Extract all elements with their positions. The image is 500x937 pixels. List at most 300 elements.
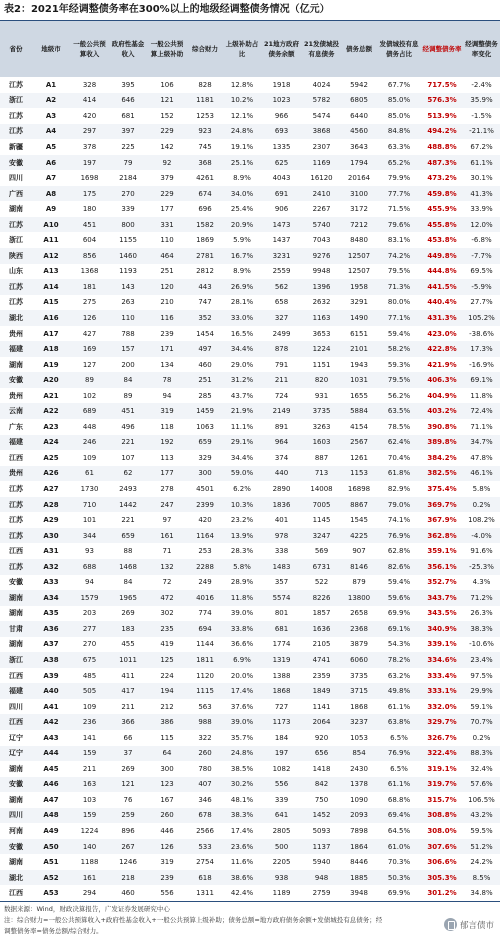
- table-cell: 451: [109, 403, 147, 419]
- table-cell: 1388: [261, 668, 302, 684]
- table-cell: 218: [109, 870, 147, 886]
- table-row: [0, 668, 500, 684]
- table-cell: 618: [187, 870, 223, 886]
- table-cell: 693: [261, 124, 302, 140]
- table-cell: 878: [261, 341, 302, 357]
- table-cell: 79.5%: [377, 372, 421, 388]
- table-cell: 339: [261, 792, 302, 808]
- city-cell: A7: [32, 170, 70, 186]
- table-cell: 407: [187, 777, 223, 793]
- table-cell: 23.4%: [463, 652, 500, 668]
- table-cell: 1811: [187, 652, 223, 668]
- table-cell: 24.8%: [223, 124, 261, 140]
- table-cell: 37: [109, 746, 147, 762]
- table-cell: 4560: [341, 124, 377, 140]
- table-cell: 12.0%: [463, 217, 500, 233]
- table-row: [0, 730, 500, 746]
- table-row: [0, 124, 500, 140]
- table-cell: 263: [109, 295, 147, 311]
- table-cell: 31.2%: [223, 372, 261, 388]
- table-cell: 20.0%: [223, 668, 261, 684]
- province-cell: 湖南: [0, 606, 32, 622]
- table-cell: 1253: [187, 108, 223, 124]
- table-cell: 2812: [187, 264, 223, 280]
- table-cell: 6151: [341, 326, 377, 342]
- table-cell: 694: [187, 621, 223, 637]
- table-cell: 141: [70, 730, 109, 746]
- table-cell: 4024: [302, 77, 341, 93]
- table-cell: 1063: [187, 419, 223, 435]
- table-cell: 125: [147, 652, 187, 668]
- table-cell: 329: [187, 450, 223, 466]
- province-cell: 浙江: [0, 93, 32, 109]
- province-cell: 湖南: [0, 854, 32, 870]
- table-cell: 221: [109, 435, 147, 451]
- table-cell: 34.4%: [223, 341, 261, 357]
- city-cell: A30: [32, 528, 70, 544]
- city-cell: A13: [32, 264, 70, 280]
- table-cell: 710: [70, 497, 109, 513]
- table-cell: 270: [109, 186, 147, 202]
- adjusted-debt-ratio-cell: 423.0%: [421, 326, 463, 342]
- table-cell: 1115: [187, 683, 223, 699]
- table-cell: 1579: [70, 590, 109, 606]
- table-cell: 192: [147, 435, 187, 451]
- table-row: [0, 621, 500, 637]
- adjusted-debt-ratio-cell: 305.3%: [421, 870, 463, 886]
- table-cell: 675: [70, 652, 109, 668]
- table-cell: 328: [70, 77, 109, 93]
- city-cell: A9: [32, 201, 70, 217]
- table-cell: 820: [302, 372, 341, 388]
- table-cell: 33.0%: [223, 310, 261, 326]
- table-cell: 66: [109, 730, 147, 746]
- table-cell: 604: [70, 232, 109, 248]
- table-cell: 29.0%: [223, 357, 261, 373]
- adjusted-debt-ratio-cell: 513.9%: [421, 108, 463, 124]
- table-cell: 69.9%: [377, 606, 421, 622]
- footer: [0, 901, 500, 937]
- table-cell: 1943: [341, 357, 377, 373]
- table-cell: 59.5%: [463, 823, 500, 839]
- table-cell: 89: [70, 372, 109, 388]
- table-cell: 788: [109, 326, 147, 342]
- table-row: [0, 699, 500, 715]
- table-cell: 696: [187, 201, 223, 217]
- city-cell: A27: [32, 481, 70, 497]
- table-cell: 278: [147, 481, 187, 497]
- city-cell: A41: [32, 699, 70, 715]
- table-row: [0, 201, 500, 217]
- table-title: 表2：2021年经调整债务率在300%以上的地级经调整债务情况（亿元）: [0, 0, 500, 21]
- table-cell: 8.9%: [223, 264, 261, 280]
- table-cell: 78.5%: [377, 419, 421, 435]
- table-cell: 1151: [302, 357, 341, 373]
- table-cell: 78.2%: [377, 652, 421, 668]
- table-cell: 246: [70, 435, 109, 451]
- table-cell: 7005: [302, 497, 341, 513]
- table-cell: 2267: [302, 201, 341, 217]
- table-row: [0, 590, 500, 606]
- city-cell: A2: [32, 93, 70, 109]
- table-cell: 3868: [302, 124, 341, 140]
- table-cell: 417: [109, 683, 147, 699]
- province-cell: 河南: [0, 823, 32, 839]
- table-cell: 19.1%: [223, 139, 261, 155]
- table-cell: 12507: [341, 248, 377, 264]
- table-cell: 1958: [341, 279, 377, 295]
- city-cell: A38: [32, 652, 70, 668]
- table-cell: 1311: [187, 885, 223, 901]
- table-row: [0, 372, 500, 388]
- table-cell: 161: [70, 870, 109, 886]
- adjusted-debt-ratio-cell: 717.5%: [421, 77, 463, 93]
- table-cell: 446: [147, 823, 187, 839]
- table-cell: 2410: [302, 186, 341, 202]
- table-cell: 411: [109, 668, 147, 684]
- table-cell: 97.5%: [463, 668, 500, 684]
- adjusted-debt-ratio-cell: 329.7%: [421, 714, 463, 730]
- table-cell: 1868: [341, 699, 377, 715]
- table-row: [0, 77, 500, 93]
- province-cell: 新疆: [0, 139, 32, 155]
- table-cell: 366: [109, 714, 147, 730]
- city-cell: A47: [32, 792, 70, 808]
- table-cell: 225: [109, 139, 147, 155]
- table-cell: 83.1%: [377, 232, 421, 248]
- table-cell: 4016: [187, 590, 223, 606]
- table-cell: 180: [70, 201, 109, 217]
- province-cell: 甘肃: [0, 621, 32, 637]
- table-cell: 3172: [341, 201, 377, 217]
- table-row: [0, 497, 500, 513]
- table-cell: 302: [147, 606, 187, 622]
- header-row: [0, 21, 500, 77]
- table-cell: 1698: [70, 170, 109, 186]
- table-cell: 1490: [341, 310, 377, 326]
- column-header: 21发债城投有息债务: [302, 21, 341, 77]
- table-cell: 327: [261, 310, 302, 326]
- table-cell: 801: [261, 606, 302, 622]
- table-row: [0, 777, 500, 793]
- table-cell: 79.5%: [377, 264, 421, 280]
- province-cell: 江西: [0, 885, 32, 901]
- table-cell: 38.3%: [223, 808, 261, 824]
- table-cell: 656: [302, 746, 341, 762]
- table-cell: 26.9%: [223, 279, 261, 295]
- table-cell: 29.9%: [463, 683, 500, 699]
- table-cell: 253: [187, 543, 223, 559]
- province-cell: 江苏: [0, 497, 32, 513]
- table-cell: 4043: [261, 170, 302, 186]
- city-cell: A46: [32, 777, 70, 793]
- table-cell: 109: [70, 450, 109, 466]
- table-row: [0, 543, 500, 559]
- table-row: [0, 248, 500, 264]
- table-row: [0, 435, 500, 451]
- table-cell: 1396: [302, 279, 341, 295]
- city-cell: A48: [32, 808, 70, 824]
- column-header: 一般公共预算上级补助: [147, 21, 187, 77]
- table-cell: 140: [70, 839, 109, 855]
- table-cell: 472: [147, 590, 187, 606]
- table-cell: 251: [187, 372, 223, 388]
- table-cell: 319: [147, 854, 187, 870]
- table-cell: 747: [187, 295, 223, 311]
- table-cell: 85.0%: [377, 108, 421, 124]
- table-cell: 239: [147, 870, 187, 886]
- source-note: 数据来源：Wind，财政决算报告，广发证券发展研究中心: [4, 904, 170, 913]
- table-cell: 67.7%: [377, 77, 421, 93]
- city-cell: A35: [32, 606, 70, 622]
- table-cell: 30.2%: [223, 777, 261, 793]
- table-row: [0, 341, 500, 357]
- table-cell: 123: [147, 777, 187, 793]
- adjusted-debt-ratio-cell: 301.2%: [421, 885, 463, 901]
- table-cell: 211: [261, 372, 302, 388]
- adjusted-debt-ratio-cell: 390.8%: [421, 419, 463, 435]
- table-cell: 63.8%: [377, 714, 421, 730]
- table-cell: 46.1%: [463, 466, 500, 482]
- table-cell: 61: [70, 466, 109, 482]
- table-cell: 659: [109, 528, 147, 544]
- table-cell: 3879: [341, 637, 377, 653]
- table-cell: 401: [261, 512, 302, 528]
- city-cell: A23: [32, 419, 70, 435]
- table-cell: 82.9%: [377, 481, 421, 497]
- table-cell: 50.3%: [377, 870, 421, 886]
- table-cell: 8867: [341, 497, 377, 513]
- table-row: [0, 170, 500, 186]
- table-row: [0, 683, 500, 699]
- table-cell: 28.1%: [223, 295, 261, 311]
- table-cell: 1335: [261, 139, 302, 155]
- table-cell: 63.5%: [377, 403, 421, 419]
- table-cell: 681: [109, 108, 147, 124]
- table-cell: 93: [70, 543, 109, 559]
- province-cell: 浙江: [0, 232, 32, 248]
- province-cell: 福建: [0, 683, 32, 699]
- table-cell: 3735: [341, 668, 377, 684]
- table-cell: 920: [302, 730, 341, 746]
- table-cell: 275: [70, 295, 109, 311]
- table-cell: 464: [147, 248, 187, 264]
- table-cell: 167: [147, 792, 187, 808]
- table-cell: 1082: [261, 761, 302, 777]
- adjusted-debt-ratio-cell: 389.8%: [421, 435, 463, 451]
- province-cell: 江西: [0, 450, 32, 466]
- column-header: 21地方政府债务余额: [261, 21, 302, 77]
- table-cell: 13800: [341, 590, 377, 606]
- table-row: [0, 481, 500, 497]
- adjusted-debt-ratio-cell: 421.9%: [421, 357, 463, 373]
- table-cell: 106: [147, 77, 187, 93]
- table-cell: 1442: [109, 497, 147, 513]
- table-cell: 331: [147, 217, 187, 233]
- table-cell: 59.4%: [377, 575, 421, 591]
- table-row: [0, 714, 500, 730]
- city-cell: A51: [32, 854, 70, 870]
- table-cell: -5.9%: [463, 279, 500, 295]
- city-cell: A10: [32, 217, 70, 233]
- province-cell: 贵州: [0, 326, 32, 342]
- table-cell: -21.1%: [463, 124, 500, 140]
- table-cell: 842: [302, 777, 341, 793]
- table-cell: 13.9%: [223, 528, 261, 544]
- table-cell: 1468: [109, 559, 147, 575]
- province-cell: 四川: [0, 808, 32, 824]
- province-cell: 广西: [0, 186, 32, 202]
- table-cell: 774: [187, 606, 223, 622]
- table-cell: 121: [147, 93, 187, 109]
- city-cell: A8: [32, 186, 70, 202]
- adjusted-debt-ratio-cell: 308.8%: [421, 808, 463, 824]
- province-cell: 辽宁: [0, 730, 32, 746]
- table-cell: 17.4%: [223, 683, 261, 699]
- table-row: [0, 217, 500, 233]
- table-cell: 183: [109, 621, 147, 637]
- table-row: [0, 637, 500, 653]
- table-row: [0, 186, 500, 202]
- province-cell: 福建: [0, 341, 32, 357]
- province-cell: 安徽: [0, 372, 32, 388]
- table-cell: 236: [70, 714, 109, 730]
- table-cell: 16898: [341, 481, 377, 497]
- table-cell: 12507: [341, 264, 377, 280]
- city-cell: A29: [32, 512, 70, 528]
- city-cell: A31: [32, 543, 70, 559]
- table-cell: 78: [147, 372, 187, 388]
- table-cell: 16.7%: [223, 248, 261, 264]
- province-cell: 江苏: [0, 279, 32, 295]
- table-row: [0, 808, 500, 824]
- table-cell: 1120: [187, 668, 223, 684]
- table-cell: 641: [261, 808, 302, 824]
- table-row: [0, 279, 500, 295]
- table-cell: 522: [302, 575, 341, 591]
- table-cell: 1155: [109, 232, 147, 248]
- table-cell: 11.6%: [223, 854, 261, 870]
- table-cell: 197: [70, 155, 109, 171]
- table-cell: 5093: [302, 823, 341, 839]
- table-cell: 59.4%: [377, 326, 421, 342]
- city-cell: A49: [32, 823, 70, 839]
- adjusted-debt-ratio-cell: 319.7%: [421, 777, 463, 793]
- table-cell: 8.5%: [463, 870, 500, 886]
- table-cell: 791: [261, 357, 302, 373]
- table-cell: 51.2%: [463, 839, 500, 855]
- table-cell: 500: [261, 839, 302, 855]
- table-cell: 249: [187, 575, 223, 591]
- table-cell: 5884: [341, 403, 377, 419]
- table-cell: 780: [187, 761, 223, 777]
- table-cell: 352: [187, 310, 223, 326]
- table-cell: 879: [341, 575, 377, 591]
- table-cell: 36.6%: [223, 637, 261, 653]
- table-cell: 200: [109, 357, 147, 373]
- table-cell: 1053: [341, 730, 377, 746]
- table-cell: 61.0%: [377, 839, 421, 855]
- table-cell: 3231: [261, 248, 302, 264]
- table-cell: 108.2%: [463, 512, 500, 528]
- city-cell: A36: [32, 621, 70, 637]
- table-cell: 109: [70, 699, 109, 715]
- table-cell: 76: [109, 792, 147, 808]
- adjusted-debt-ratio-cell: 406.3%: [421, 372, 463, 388]
- table-row: [0, 232, 500, 248]
- table-cell: 161: [147, 528, 187, 544]
- column-header: 地级市: [32, 21, 70, 77]
- adjusted-debt-ratio-cell: 494.2%: [421, 124, 463, 140]
- table-cell: 127: [70, 357, 109, 373]
- table-cell: 63.3%: [377, 139, 421, 155]
- table-cell: 91.6%: [463, 543, 500, 559]
- table-cell: 224: [147, 668, 187, 684]
- table-cell: 102: [70, 388, 109, 404]
- province-cell: 云南: [0, 403, 32, 419]
- table-cell: 69.9%: [377, 885, 421, 901]
- table-cell: 533: [187, 839, 223, 855]
- table-cell: 1188: [70, 854, 109, 870]
- table-cell: 6.9%: [223, 652, 261, 668]
- table-cell: 397: [109, 124, 147, 140]
- table-cell: 132: [147, 559, 187, 575]
- table-cell: 10.3%: [223, 497, 261, 513]
- table-cell: 2368: [341, 621, 377, 637]
- table-cell: 1869: [187, 232, 223, 248]
- province-cell: 江苏: [0, 124, 32, 140]
- table-cell: 116: [147, 310, 187, 326]
- city-cell: A42: [32, 714, 70, 730]
- table-cell: 17.3%: [463, 341, 500, 357]
- table-row: [0, 108, 500, 124]
- table-cell: 745: [187, 139, 223, 155]
- table-cell: 4741: [302, 652, 341, 668]
- table-cell: 197: [261, 746, 302, 762]
- table-cell: 2430: [341, 761, 377, 777]
- table-cell: 101: [70, 512, 109, 528]
- adjusted-debt-ratio-cell: 322.4%: [421, 746, 463, 762]
- table-cell: 110: [147, 232, 187, 248]
- table-cell: 64: [147, 746, 187, 762]
- adjusted-debt-ratio-cell: 356.1%: [421, 559, 463, 575]
- table-cell: 235: [147, 621, 187, 637]
- table-cell: 5.8%: [223, 559, 261, 575]
- table-cell: 395: [109, 77, 147, 93]
- table-cell: 2101: [341, 341, 377, 357]
- province-cell: 湖北: [0, 310, 32, 326]
- table-cell: 32.4%: [463, 761, 500, 777]
- table-cell: 1452: [302, 808, 341, 824]
- table-cell: 48.1%: [223, 792, 261, 808]
- table-cell: 1169: [302, 155, 341, 171]
- table-cell: 47.8%: [463, 450, 500, 466]
- city-cell: A22: [32, 403, 70, 419]
- table-cell: 16.5%: [223, 326, 261, 342]
- table-cell: 25.4%: [223, 201, 261, 217]
- table-cell: 1163: [302, 310, 341, 326]
- table-cell: 61.1%: [377, 777, 421, 793]
- adjusted-debt-ratio-cell: 459.8%: [421, 186, 463, 202]
- table-cell: 0.2%: [463, 730, 500, 746]
- table-cell: 62.4%: [377, 435, 421, 451]
- table-cell: 175: [70, 186, 109, 202]
- table-cell: 1885: [341, 870, 377, 886]
- table-cell: 338: [261, 543, 302, 559]
- column-header: 债务总额: [341, 21, 377, 77]
- table-cell: 2184: [109, 170, 147, 186]
- adjusted-debt-ratio-cell: 487.3%: [421, 155, 463, 171]
